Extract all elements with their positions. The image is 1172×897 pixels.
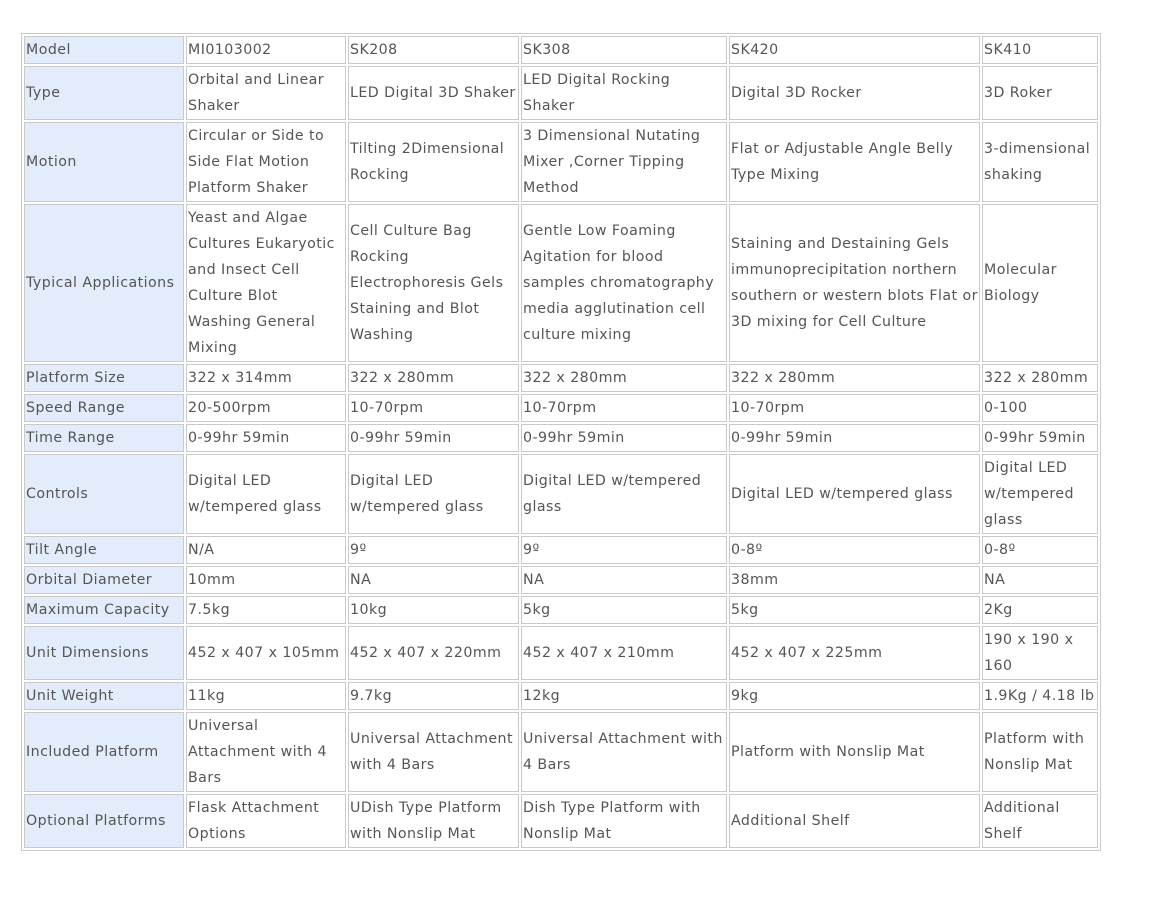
table-cell: 10-70rpm xyxy=(729,394,980,422)
table-cell: MI0103002 xyxy=(186,36,346,64)
table-cell: 0-99hr 59min xyxy=(729,424,980,452)
table-cell: 452 x 407 x 220mm xyxy=(348,626,519,680)
table-cell: Yeast and Algae Cultures Eukaryotic and Insect Cell Culture Blot Washing General Mixing xyxy=(186,204,346,362)
row-label: Unit Weight xyxy=(24,682,184,710)
table-cell: SK308 xyxy=(521,36,727,64)
table-cell: 2Kg xyxy=(982,596,1098,624)
table-cell: 3-dimensional shaking xyxy=(982,122,1098,202)
table-row xyxy=(24,794,1098,848)
table-cell: 9kg xyxy=(729,682,980,710)
table-cell: Universal Attachment with 4 Bars xyxy=(348,712,519,792)
table-cell: Molecular Biology xyxy=(982,204,1098,362)
table-row xyxy=(24,66,1098,120)
table-cell: 0-8º xyxy=(729,536,980,564)
table-cell: 20-500rpm xyxy=(186,394,346,422)
table-cell: 1.9Kg / 4.18 lb xyxy=(982,682,1098,710)
table-cell: 0-99hr 59min xyxy=(521,424,727,452)
table-cell: Circular or Side to Side Flat Motion Platform Shaker xyxy=(186,122,346,202)
table-cell: 452 x 407 x 210mm xyxy=(521,626,727,680)
table-cell: 9.7kg xyxy=(348,682,519,710)
table-cell: 11kg xyxy=(186,682,346,710)
table-cell: 3D Roker xyxy=(982,66,1098,120)
table-cell: 190 x 190 x 160 xyxy=(982,626,1098,680)
row-label: Maximum Capacity xyxy=(24,596,184,624)
table-cell: Tilting 2Dimensional Rocking xyxy=(348,122,519,202)
table-row xyxy=(24,394,1098,422)
table-cell: Platform with Nonslip Mat xyxy=(729,712,980,792)
table-cell: 10-70rpm xyxy=(348,394,519,422)
table-cell: Platform with Nonslip Mat xyxy=(982,712,1098,792)
table-row xyxy=(24,712,1098,792)
table-cell: 0-99hr 59min xyxy=(348,424,519,452)
table-row xyxy=(24,626,1098,680)
row-label: Unit Dimensions xyxy=(24,626,184,680)
table-cell: Additional Shelf xyxy=(729,794,980,848)
table-cell: 10mm xyxy=(186,566,346,594)
table-cell: 10kg xyxy=(348,596,519,624)
table-cell: 322 x 280mm xyxy=(982,364,1098,392)
table-cell: Digital LED w/tempered glass xyxy=(348,454,519,534)
table-row xyxy=(24,424,1098,452)
table-row xyxy=(24,536,1098,564)
table-cell: NA xyxy=(521,566,727,594)
table-cell: Universal Attachment with 4 Bars xyxy=(186,712,346,792)
table-cell: Flat or Adjustable Angle Belly Type Mixing xyxy=(729,122,980,202)
table-cell: UDish Type Platform with Nonslip Mat xyxy=(348,794,519,848)
table-row xyxy=(24,566,1098,594)
table-cell: 322 x 314mm xyxy=(186,364,346,392)
table-cell: 0-99hr 59min xyxy=(186,424,346,452)
table-cell: Additional Shelf xyxy=(982,794,1098,848)
table-cell: 7.5kg xyxy=(186,596,346,624)
table-cell: LED Digital Rocking Shaker xyxy=(521,66,727,120)
table-cell: Digital LED w/tempered glass xyxy=(521,454,727,534)
table-cell: 9º xyxy=(348,536,519,564)
table-cell: 5kg xyxy=(521,596,727,624)
table-cell: SK420 xyxy=(729,36,980,64)
row-label: Optional Platforms xyxy=(24,794,184,848)
table-cell: NA xyxy=(348,566,519,594)
table-cell: Universal Attachment with 4 Bars xyxy=(521,712,727,792)
row-label: Type xyxy=(24,66,184,120)
table-cell: 322 x 280mm xyxy=(729,364,980,392)
table-cell: 452 x 407 x 225mm xyxy=(729,626,980,680)
table-cell: 0-100 xyxy=(982,394,1098,422)
row-label: Motion xyxy=(24,122,184,202)
table-row xyxy=(24,204,1098,362)
table-row xyxy=(24,682,1098,710)
row-label: Included Platform xyxy=(24,712,184,792)
table-cell: 12kg xyxy=(521,682,727,710)
table-cell: NA xyxy=(982,566,1098,594)
row-label: Platform Size xyxy=(24,364,184,392)
table-cell: Flask Attachment Options xyxy=(186,794,346,848)
table-row xyxy=(24,122,1098,202)
table-cell: 3 Dimensional Nutating Mixer ,Corner Tipping Method xyxy=(521,122,727,202)
table-cell: 322 x 280mm xyxy=(348,364,519,392)
row-label: Speed Range xyxy=(24,394,184,422)
table-cell: Staining and Destaining Gels immunoprecipitation northern southern or western blots Flat or 3D mixing for Cell Culture xyxy=(729,204,980,362)
table-cell: Cell Culture Bag Rocking Electrophoresis Gels Staining and Blot Washing xyxy=(348,204,519,362)
table-cell: Digital LED w/tempered glass xyxy=(186,454,346,534)
table-cell: SK410 xyxy=(982,36,1098,64)
table-row xyxy=(24,454,1098,534)
table-cell: 5kg xyxy=(729,596,980,624)
row-label: Orbital Diameter xyxy=(24,566,184,594)
table-cell: 10-70rpm xyxy=(521,394,727,422)
row-label: Time Range xyxy=(24,424,184,452)
row-label: Typical Applications xyxy=(24,204,184,362)
table-cell: Gentle Low Foaming Agitation for blood samples chromatography media agglutination cell culture mixing xyxy=(521,204,727,362)
table-cell: 0-99hr 59min xyxy=(982,424,1098,452)
table-cell: SK208 xyxy=(348,36,519,64)
table-cell: Digital LED w/tempered glass xyxy=(729,454,980,534)
table-cell: 38mm xyxy=(729,566,980,594)
row-label: Tilt Angle xyxy=(24,536,184,564)
table-cell: 452 x 407 x 105mm xyxy=(186,626,346,680)
spec-comparison-table xyxy=(21,33,1101,851)
table-cell: 0-8º xyxy=(982,536,1098,564)
table-cell: LED Digital 3D Shaker xyxy=(348,66,519,120)
table-cell: 9º xyxy=(521,536,727,564)
table-cell: Dish Type Platform with Nonslip Mat xyxy=(521,794,727,848)
table-cell: Digital 3D Rocker xyxy=(729,66,980,120)
table-cell: N/A xyxy=(186,536,346,564)
table-cell: Digital LED w/tempered glass xyxy=(982,454,1098,534)
row-label: Model xyxy=(24,36,184,64)
row-label: Controls xyxy=(24,454,184,534)
table-row xyxy=(24,596,1098,624)
table-row xyxy=(24,364,1098,392)
table-row xyxy=(24,36,1098,64)
table-cell: 322 x 280mm xyxy=(521,364,727,392)
table-cell: Orbital and Linear Shaker xyxy=(186,66,346,120)
